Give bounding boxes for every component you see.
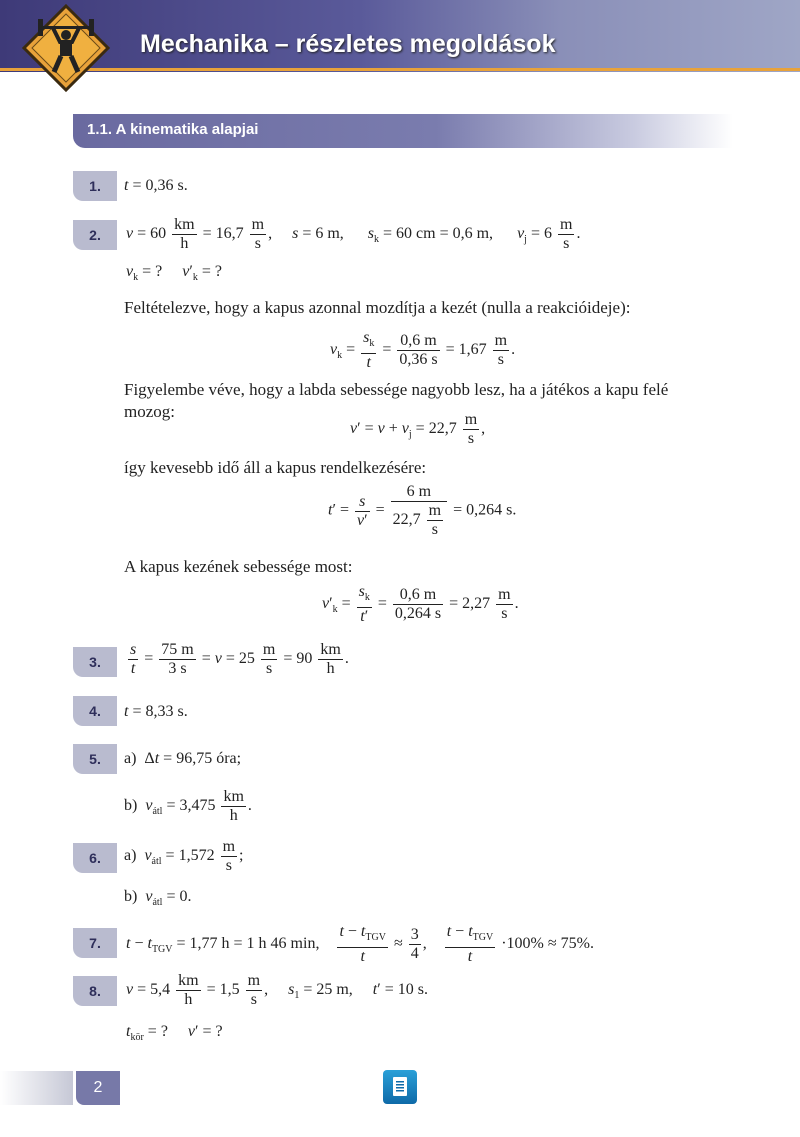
section-heading-bar — [73, 114, 733, 148]
equation: $t - t_{TGV} = 1,77$ h = 1 h 46 min, $t - t_{TGV}$ t ≈ $\frac{3}{4}$ , $t - t_{TGV}$ t ·100% ≈ 75%. — [126, 923, 594, 965]
paragraph: Figyelembe véve, hogy a labda sebessége nagyobb lesz, ha a játékos a kapu felé — [124, 380, 669, 399]
equation: $\frac{s}{t}$ = $\frac{75 m}{3 s}$ = v = 25 $\frac{m}{s}$ = 90 $\frac{km}{h}$ . — [130, 641, 349, 677]
equation: b) $v_{átl} = 0$. — [124, 888, 192, 908]
equation: $v'_k$ = $\frac{s_k}{t'}$ = $\frac{0,6 m}{0,264 s}$ = 2,27 $\frac{m}{s}$ . — [322, 583, 519, 625]
equation: t′ = $\frac{s}{v'}$ = 6 m 22,7 $\frac{m}{s}$ = 0,264 s. — [328, 483, 517, 538]
paragraph: így kevesebb idő áll a kapus rendelkezésére: — [124, 458, 427, 477]
equation: $v_k$ = $\frac{s_k}{t}$ = $\frac{0,6 m}{0,36 s}$ = 1,67 $\frac{m}{s}$ . — [330, 329, 516, 371]
paragraph: Feltételezve, hogy a kapus azonnal mozdítja a kezét (nulla a reakcióideje): — [124, 298, 631, 317]
page-title: Mechanika – részletes megoldások — [140, 30, 556, 58]
footer-bar — [0, 1071, 73, 1105]
page-number: 2 — [76, 1071, 120, 1105]
problem-number-2: 2. — [73, 220, 117, 250]
header-accent-line — [0, 68, 800, 71]
book-icon[interactable] — [383, 1070, 417, 1104]
equation: t = 0,36 s. — [124, 177, 188, 194]
problem-number-3: 3. — [73, 647, 117, 677]
problem-number-6: 6. — [73, 843, 117, 873]
equation: b) $v_{átl} = 3,475$ $\frac{km}{h}$ . — [124, 788, 252, 824]
problem-number-1: 1. — [73, 171, 117, 201]
equation: $v_k$ = ? $v'_k$ = ? — [126, 263, 222, 283]
equation: $t_{kör}$ = ? v′ = ? — [126, 1023, 223, 1043]
paragraph: mozog: — [124, 402, 175, 421]
equation: v = 5,4 $\frac{km}{h}$ = 1,5 $\frac{m}{s}$ , $s_1 = 25$ m, t′ = 10 s. — [126, 972, 428, 1008]
equation: v = 60 $\frac{km}{h}$ = 16,7 $\frac{m}{s}$ , s = 6 m, $s_k = 60$ cm = 0,6 m, $v_j = 6$ $\frac{m}{s}$ . — [126, 216, 581, 252]
weightlifter-logo-icon — [20, 2, 112, 94]
equation: a) $v_{átl} = 1,572$ $\frac{m}{s}$ ; — [124, 838, 244, 874]
problem-number-7: 7. — [73, 928, 117, 958]
paragraph: A kapus kezének sebessége most: — [124, 557, 353, 576]
problem-number-8: 8. — [73, 976, 117, 1006]
equation: t = 8,33 s. — [124, 703, 188, 720]
equation: $v' = v + v_j = 22,7$ $\frac{m}{s}$ , — [350, 411, 486, 447]
problem-number-5: 5. — [73, 744, 117, 774]
equation: a) Δt = 96,75 óra; — [124, 750, 242, 767]
problem-number-4: 4. — [73, 696, 117, 726]
section-title: 1.1. A kinematika alapjai — [87, 121, 259, 138]
